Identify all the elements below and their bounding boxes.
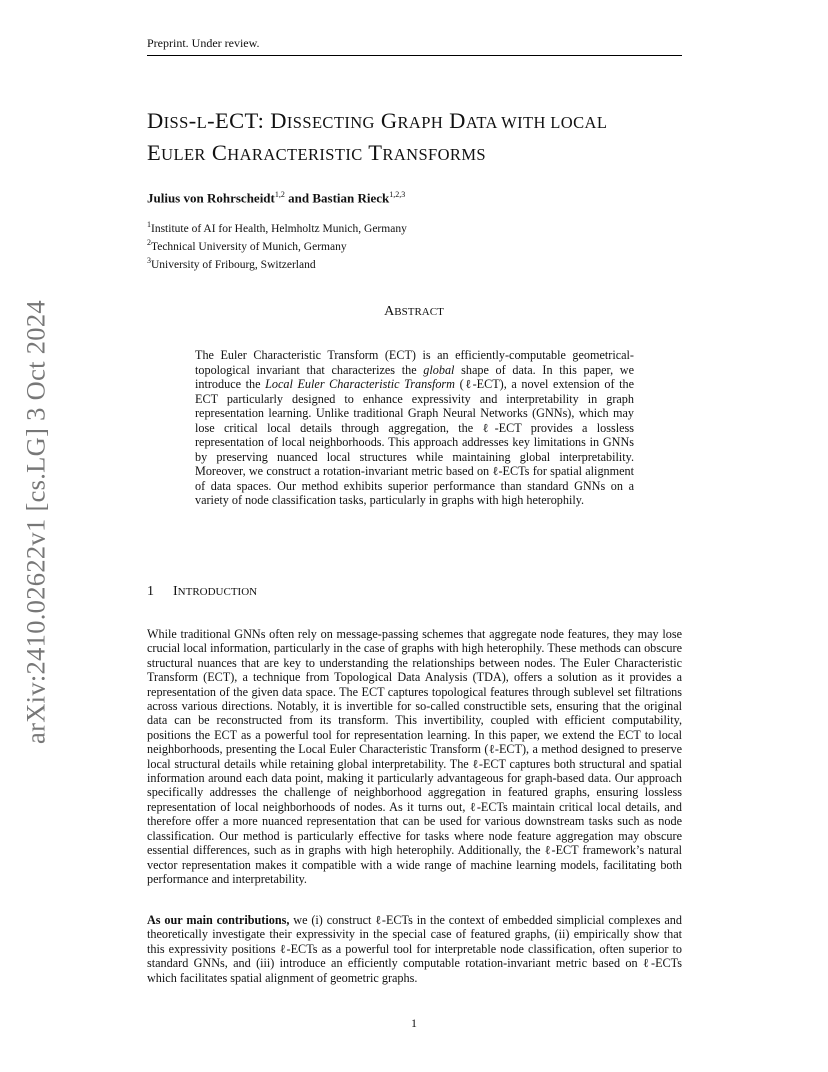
abstract-heading: ABSTRACT	[384, 304, 444, 319]
page-number: 1	[411, 1016, 417, 1030]
author-list: Julius von Rohrscheidt$^{1,2}$ and Bastian Rieck$^{1,2,3}$	[147, 190, 406, 206]
affiliation-line: $^1$Institute of AI for Health, Helmholtz Munich, Germany	[147, 220, 407, 235]
affiliation-line: $^2$Technical University of Munich, Germany	[147, 237, 347, 253]
contributions-paragraph: As our main contributions, we (i) construct ℓ-ECTs in the context of embedded simplicial complexes and theoretically investigate their expressivity in the special case of featured graphs, (ii) empirically show that this expressivity positions ℓ-ECTs as a powerful tool for interpretable node classification, often superior to standard GNNs, and (iii) introduce an efficiently computable rotation-invariant metric based on ℓ-ECTs which facilitates spatial alignment of geometric graphs.	[147, 913, 682, 985]
running-header: Preprint. Under review.	[147, 36, 682, 56]
section-heading-introduction: 1 INTRODUCTION	[147, 584, 258, 599]
affiliations	[147, 218, 407, 271]
abstract-text: The Euler Characteristic Transform (ECT) is an efficiently-computable geometrical-topological invariant that characterizes the global shape of data. In this paper, we introduce the Local Euler Characteristic Transform (ℓ-ECT), a novel extension of the ECT particularly designed to enhance expressivity and interpretability in graph representation learning. Unlike traditional Graph Neural Networks (GNNs), which may lose critical local details through aggregation, the ℓ-ECT provides a lossless representation of local neighborhoods. This approach addresses key limitations in GNNs by preserving nuanced local structures while maintaining global interpretability. Moreover, we construct a rotation-invariant metric based on ℓ-ECTs for spatial alignment of data spaces. Our method exhibits superior performance than standard GNNs on a variety of node classification tasks, particularly in graphs with high heterophily.	[195, 348, 635, 507]
paper-title: DISS-L-ECT: DISSECTING GRAPH DATA WITH LOCAL EULER CHARACTERISTIC TRANSFORMS	[147, 108, 608, 165]
section-number: 1	[147, 584, 154, 599]
author-name: Julius von Rohrscheidt	[147, 190, 275, 206]
author-name: Bastian Rieck	[312, 190, 390, 206]
intro-paragraph: While traditional GNNs often rely on message-passing schemes that aggregate node features, they may lose crucial local information, particularly in the case of graphs with high heterophily. These methods can obscure structural nuances that are key to understanding the relationships between nodes. The Euler Characteristic Transform (ECT), a technique from Topological Data Analysis (TDA), offers a solution as it provides a representation of the given data space. The ECT captures topological features through sublevel set filtrations across various directions. Notably, it is invertible for so-called constructible sets, ensuring that the original data can be reconstructed from its transform. This invertibility, coupled with efficient computability, positions the ECT as a powerful tool for representation learning. In this paper, we extend the ECT to local neighborhoods, presenting the Local Euler Characteristic Transform (ℓ-ECT), a method designed to preserve local structural details while retaining global interpretability. The ℓ-ECT captures both structural and spatial information around each data point, making it particularly advantageous for graph-based data. Our approach specifically addresses the challenge of neighborhood aggregation in featured graphs, ensuring lossless representation of local neighborhoods of nodes. As it turns out, ℓ-ECTs maintain critical local details, and therefore offer a more nuanced representation that can be used for various downstream tasks such as node classification. Our method is particularly effective for tasks where node feature aggregation may obscure essential differences, such as in graphs with high heterophily. Additionally, the ℓ-ECT framework’s natural vector representation makes it compatible with a wide range of machine learning models, facilitating both performance and interpretability.	[147, 627, 682, 886]
arxiv-identifier: arXiv:2410.02622v1 [cs.LG] 3 Oct 2024	[20, 300, 51, 744]
affiliation-line: $^3$University of Fribourg, Switzerland	[147, 255, 316, 271]
